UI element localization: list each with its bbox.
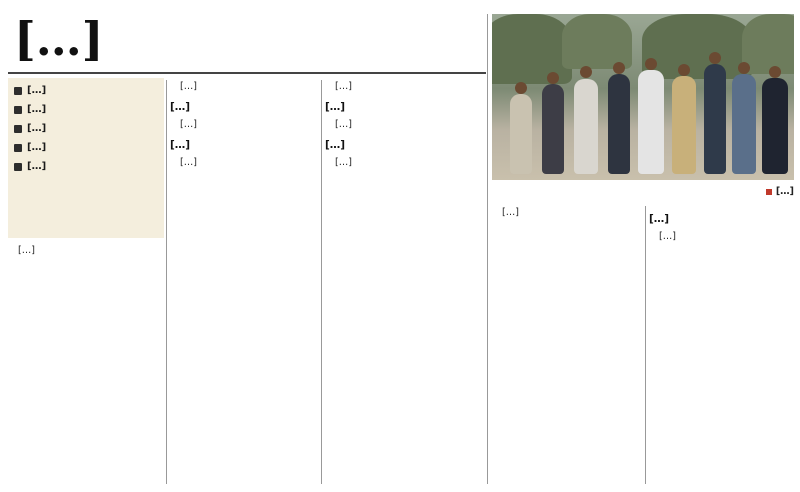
column-1-text: […]: [18, 245, 35, 256]
column-3: [325, 80, 483, 484]
highlight-text: […]: [27, 161, 47, 172]
subheading: […]: [170, 139, 191, 151]
column-3-text-c: […]: [335, 157, 352, 168]
bullet-icon: [14, 106, 22, 114]
column-5-text: […]: [659, 231, 676, 242]
column-4-text: […]: [502, 207, 519, 218]
highlight-text: […]: [27, 85, 47, 96]
subheading: […]: [325, 139, 346, 151]
highlight-item: [14, 141, 158, 154]
bullet-icon: [14, 163, 22, 171]
column-2-text-b: […]: [180, 119, 197, 130]
column-2: [170, 80, 318, 484]
subheading: […]: [170, 101, 191, 113]
highlight-text: […]: [27, 104, 47, 115]
column-divider: [166, 80, 167, 484]
column-5: [649, 206, 794, 484]
column-3-text-b: […]: [335, 119, 352, 130]
column-1: [8, 244, 164, 484]
headline-rule: [8, 72, 486, 74]
bullet-icon: [14, 125, 22, 133]
column-2-text-a: […]: [180, 81, 197, 92]
highlight-item: [14, 122, 158, 135]
subheading: […]: [649, 213, 670, 225]
photo-caption: […]: [492, 184, 794, 200]
highlight-item: [14, 103, 158, 116]
column-4: [492, 206, 642, 484]
headline: […]: [14, 12, 104, 66]
highlights-box: [8, 78, 164, 238]
column-divider: [321, 80, 322, 484]
column-divider: [487, 14, 488, 484]
highlight-text: […]: [27, 142, 47, 153]
bullet-icon: [14, 144, 22, 152]
highlight-item: [14, 160, 158, 173]
column-2-text-c: […]: [180, 157, 197, 168]
bullet-icon: [14, 87, 22, 95]
subheading: […]: [325, 101, 346, 113]
column-divider: [645, 206, 646, 484]
highlight-text: […]: [27, 123, 47, 134]
news-photo: [492, 14, 794, 180]
highlight-item: [14, 84, 158, 97]
column-3-text-a: […]: [335, 81, 352, 92]
